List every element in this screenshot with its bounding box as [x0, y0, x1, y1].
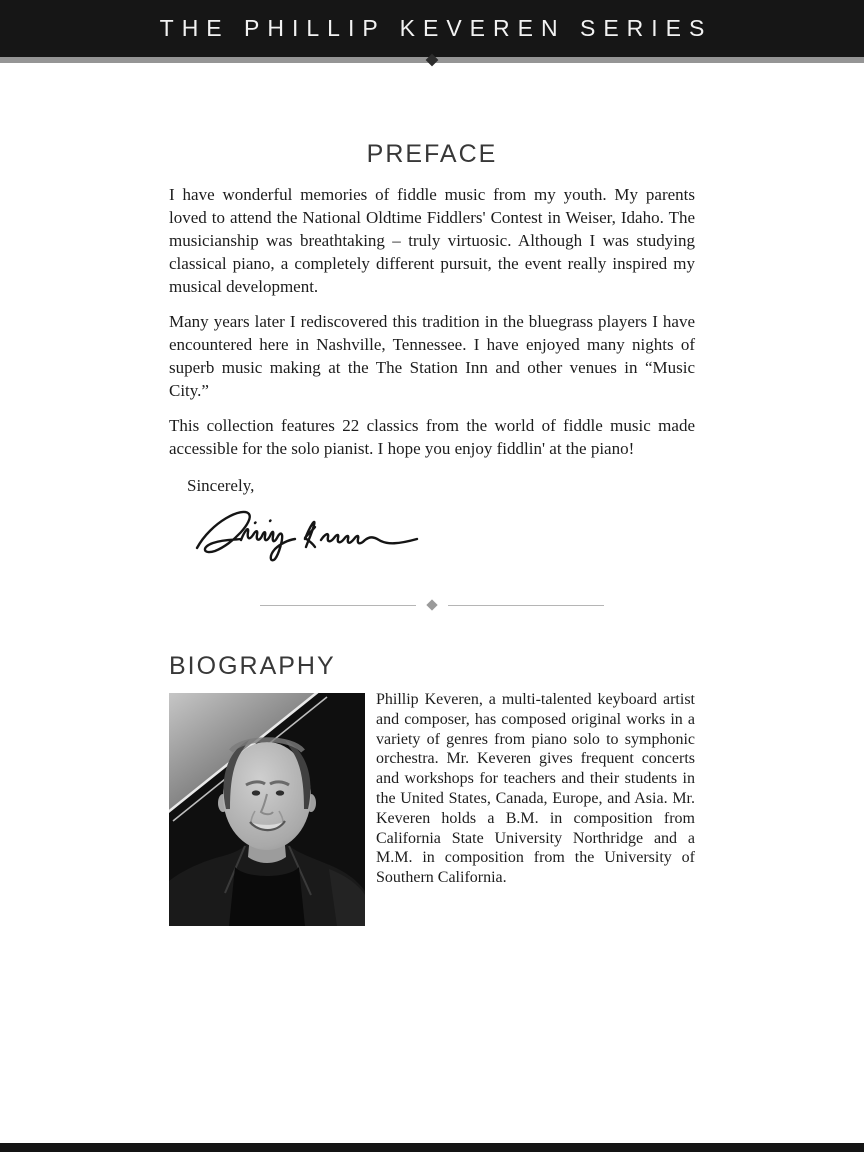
preface-paragraph-1: I have wonderful memories of fiddle music from my youth. My parents loved to attend the National Oldtime Fiddlers' Contest in Weiser, Idaho. The musicianship was breathtaking – truly virtuosic. Although I was studying classical piano, a completely different pursuit, the event really inspired my musical development.	[169, 185, 695, 296]
phillip-keveren-portrait-image	[169, 693, 365, 926]
preface-heading: PREFACE	[366, 140, 498, 168]
biography-section	[169, 651, 695, 926]
header-rule	[0, 57, 864, 63]
preface-section	[169, 139, 695, 567]
closing-salutation: Sincerely,	[187, 476, 255, 495]
divider-line-right	[448, 605, 604, 606]
biography-text: Phillip Keveren, a multi-talented keyboard artist and composer, has composed original works in a variety of genres from piano solo to symphonic orchestra. Mr. Keveren gives frequent concerts and workshops for teachers and their students in the United States, Canada, Europe, and Asia. Mr. Keveren holds a B.M. in composition from California State University Northridge and a M.M. in composition from the University of Southern California.	[376, 691, 695, 887]
biography-heading: BIOGRAPHY	[169, 652, 336, 680]
preface-paragraph-2: Many years later I rediscovered this tradition in the bluegrass players I have encountered here in Nashville, Tennessee. I have enjoyed many nights of superb music making at the The Station Inn and other venues in “Music City.”	[169, 312, 695, 400]
section-divider	[260, 601, 604, 609]
preface-paragraph-3: This collection features 22 classics from the world of fiddle music made accessible for the solo pianist. I hope you enjoy fiddlin' at the piano!	[169, 416, 695, 458]
divider-diamond-icon	[426, 599, 437, 610]
handwritten-signature	[191, 502, 421, 567]
divider-line-left	[260, 605, 416, 606]
series-title: THE PHILLIP KEVEREN SERIES	[159, 15, 713, 41]
series-header-band	[0, 0, 864, 57]
portrait-photo	[169, 693, 365, 926]
page-footer-band	[0, 1143, 864, 1152]
page-content	[0, 139, 864, 926]
biography-row	[169, 693, 695, 926]
